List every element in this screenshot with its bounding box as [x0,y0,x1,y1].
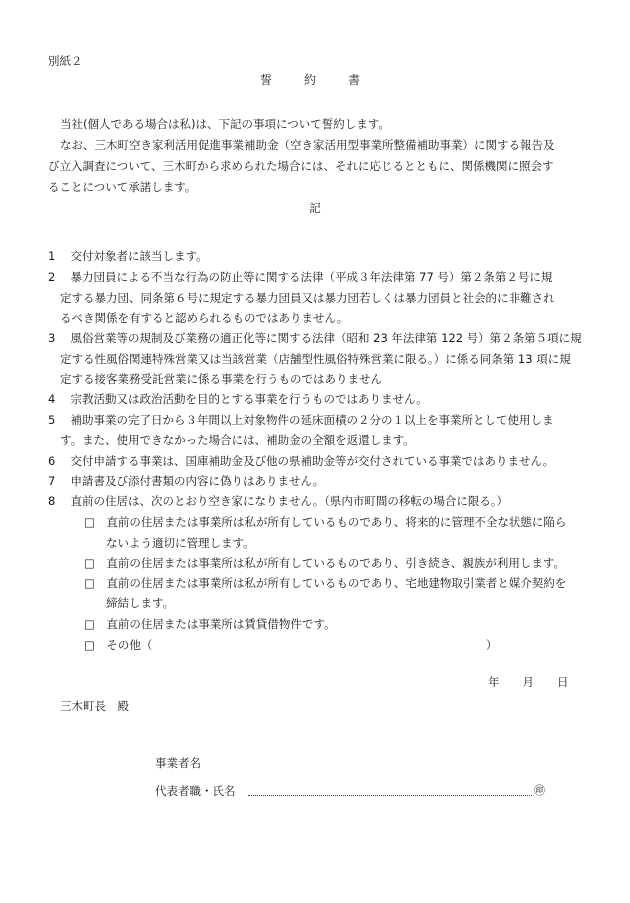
representative-label: 代表者職・氏名 [155,784,236,798]
ki-heading: 記 [309,201,321,215]
date-field: 年 月 日 [488,675,569,689]
business-name-label: 事業者名 [155,756,201,770]
intro-line-4: ることについて承諾します。 [48,180,197,194]
item-6: 6 交付申請する事業は、国庫補助金及び他の県補助金等が交付されている事業ではありません。 [48,454,555,468]
check-option-3-line-1: □ 直前の住居または事業所は私が所有しているものであり、宅地建物取引業者と媒介契約を [84,576,567,590]
signature-dotted-line [248,795,532,796]
item-2-line-1: 2 暴力団員による不当な行為の防止等に関する法律（平成３年法律第 77 号）第２条第２号に規 [48,270,553,284]
check-option-1-line-2: ないよう適切に管理します。 [106,536,255,550]
item-3-line-2: 定する性風俗関連特殊営業又は当該営業（店舗型性風俗特殊営業に限る。）に係る同条第 13 項に規 [60,352,571,366]
item-8: 8 直前の住居は、次のとおり空き家になりません。（県内市町間の移転の場合に限る。） [48,494,509,508]
item-5-line-1: 5 補助事業の完了日から３年間以上対象物件の延床面積の２分の１以上を事業所として使用しま [48,413,554,427]
addressee: 三木町長 殿 [60,699,129,713]
document-title: 誓 約 書 [259,73,370,87]
item-3-line-3: 定する接客業務受託営業に係る事業を行うものではありません [60,372,382,386]
attachment-label: 別紙２ [48,54,83,68]
item-7: 7 申請書及び添付書類の内容に偽りはありません。 [48,474,325,488]
intro-line-2: なお、三木町空き家利活用促進事業補助金（空き家活用型事業所整備補助事業）に関する報告及 [60,138,555,152]
check-option-3-line-2: 締結します。 [106,596,175,610]
item-1: 1 交付対象者に該当します。 [48,249,208,263]
intro-line-3: び立入調査について、三木町から求められた場合には、それに応じるとともに、関係機関に照会す [48,159,554,173]
check-option-1-line-1: □ 直前の住居または事業所は私が所有しているものであり、将来的に管理不全な状態に陥ら [84,515,567,529]
item-2-line-3: るべき関係を有すると認められるものではありません。 [60,311,349,325]
item-4: 4 宗教活動又は政治活動を目的とする事業を行うものではありません。 [48,392,428,406]
check-option-2: □ 直前の住居または事業所は私が所有しているものであり、引き続き、親族が利用します。 [84,556,565,570]
check-option-4: □ 直前の住居または事業所は賃貸借物件です。 [84,617,336,631]
intro-line-1: 当社(個人である場合は私)は、下記の事項について誓約します。 [60,117,390,131]
item-5-line-2: す。また、使用できなかった場合には、補助金の全額を返還します。 [60,433,415,447]
check-option-5: □ その他（ ） [84,638,498,652]
item-3-line-1: 3 風俗営業等の規制及び業務の適正化等に関する法律（昭和 23 年法律第 122 号）第２条第５項に規 [48,331,582,345]
item-2-line-2: 定する暴力団、同条第６号に規定する暴力団員又は暴力団若しくは暴力団員と社会的に非難され [60,291,555,305]
seal-mark: ㊞ [534,784,545,797]
